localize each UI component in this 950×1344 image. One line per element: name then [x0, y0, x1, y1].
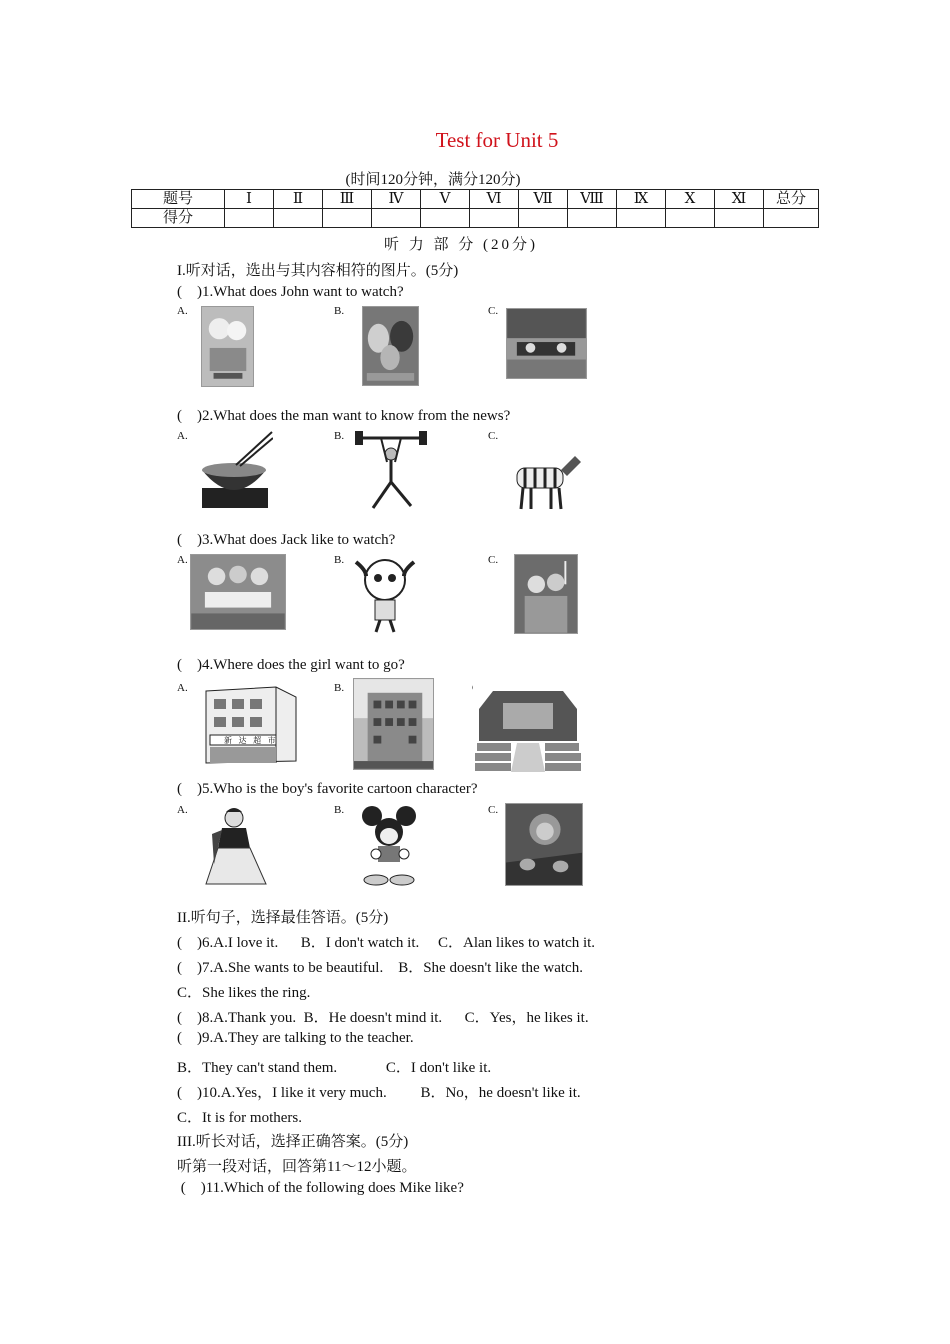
- lion-king-image: [505, 803, 583, 886]
- tv-show-poster-image: [190, 554, 286, 630]
- question-3: ( )3.What does Jack like to watch?: [177, 532, 396, 548]
- score-blank: [568, 209, 617, 228]
- question-10-line: ( )10.A.Yes，I like it very much. B．No，he doesn't like it.: [177, 1085, 581, 1101]
- question-8-line: ( )8.A.Thank you. B．He doesn't mind it. C．Yes，he likes it.: [177, 1010, 589, 1026]
- office-building-image: [353, 678, 434, 770]
- score-blank: [666, 209, 715, 228]
- score-cell: Ⅳ: [372, 190, 421, 209]
- question-10-option-c: C．It is for mothers.: [177, 1110, 302, 1126]
- mickey-mouse-image: [358, 804, 421, 886]
- score-table-score-row: [132, 209, 819, 228]
- supermarket-sign: 新 达 超 市: [224, 736, 278, 745]
- score-blank: [274, 209, 323, 228]
- score-cell: Ⅹ: [666, 190, 715, 209]
- weightlifter-image: [351, 430, 431, 512]
- part2-heading: II.听句子，选择最佳答语。(5分): [177, 910, 389, 926]
- zebra-image: [507, 454, 583, 511]
- page-title: Test for Unit 5: [435, 128, 559, 152]
- score-table-header-row: [132, 190, 819, 209]
- option-label-a: A.: [177, 305, 188, 317]
- option-label-b: B.: [334, 430, 345, 442]
- option-label-c: C.: [488, 430, 499, 442]
- option-label-b: B.: [334, 682, 345, 694]
- part1-heading: I.听对话，选出与其内容相符的图片。(5分): [177, 263, 459, 279]
- score-row-label: 得分: [132, 209, 225, 228]
- question-4: ( )4.Where does the girl want to go?: [177, 657, 405, 673]
- snow-white-image: [200, 804, 268, 886]
- score-blank: [323, 209, 372, 228]
- score-cell: Ⅰ: [225, 190, 274, 209]
- section-heading: 听 力 部 分 (20分): [384, 237, 538, 253]
- question-7-line: ( )7.A.She wants to be beautiful. B．She doesn't like the watch.: [177, 960, 583, 976]
- score-cell: Ⅴ: [421, 190, 470, 209]
- part3-intro: 听第一段对话，回答第11～12小题。: [177, 1159, 417, 1175]
- score-blank: [617, 209, 666, 228]
- score-cell: Ⅲ: [323, 190, 372, 209]
- question-1: ( )1.What does John want to watch?: [177, 284, 404, 300]
- score-blank: [225, 209, 274, 228]
- cartoon-poster-image: [201, 306, 254, 387]
- page-subtitle: (时间120分钟，满分120分): [345, 172, 521, 188]
- cinema-theater-image: [473, 683, 583, 772]
- movie-poster-image: [362, 306, 419, 386]
- option-label-c: C.: [488, 305, 499, 317]
- noodles-bowl-image: [196, 430, 273, 510]
- cartoon-sheep-image: [352, 554, 418, 633]
- option-label-b: B.: [334, 804, 345, 816]
- score-cell: Ⅶ: [519, 190, 568, 209]
- score-cell: Ⅺ: [715, 190, 764, 209]
- score-cell: Ⅸ: [617, 190, 666, 209]
- score-blank: [470, 209, 519, 228]
- score-cell: Ⅱ: [274, 190, 323, 209]
- option-label-a: A.: [177, 554, 188, 566]
- score-blank: [519, 209, 568, 228]
- talk-show-image: [506, 308, 587, 379]
- option-label-b: B.: [334, 554, 345, 566]
- score-blank: [421, 209, 470, 228]
- question-9-options: B．They can't stand them. C．I don't like it.: [177, 1060, 492, 1076]
- score-blank: [764, 209, 819, 228]
- score-blank: [372, 209, 421, 228]
- question-5: ( )5.Who is the boy's favorite cartoon character?: [177, 781, 478, 797]
- option-label-b: B.: [334, 305, 345, 317]
- drama-poster-image: [514, 554, 578, 634]
- part3-heading: III.听长对话，选择正确答案。(5分): [177, 1134, 409, 1150]
- question-11: ( )11.Which of the following does Mike like?: [177, 1180, 464, 1196]
- option-label-a: A.: [177, 430, 188, 442]
- question-7-option-c: C．She likes the ring.: [177, 985, 311, 1001]
- option-label-c: C.: [488, 554, 499, 566]
- score-table: [131, 189, 819, 228]
- option-label-a: A.: [177, 804, 188, 816]
- score-blank: [715, 209, 764, 228]
- supermarket-building-image: [196, 683, 304, 768]
- question-2: ( )2.What does the man want to know from the news?: [177, 408, 511, 424]
- question-6-line: ( )6.A.I love it. B．I don't watch it. C．Alan likes to watch it.: [177, 935, 596, 951]
- question-9-line: ( )9.A.They are talking to the teacher.: [177, 1030, 414, 1046]
- score-cell: Ⅷ: [568, 190, 617, 209]
- score-cell: Ⅵ: [470, 190, 519, 209]
- option-label-c: C.: [488, 804, 499, 816]
- score-cell: 总分: [764, 190, 819, 209]
- option-label-a: A.: [177, 682, 188, 694]
- score-cell: 题号: [132, 190, 225, 209]
